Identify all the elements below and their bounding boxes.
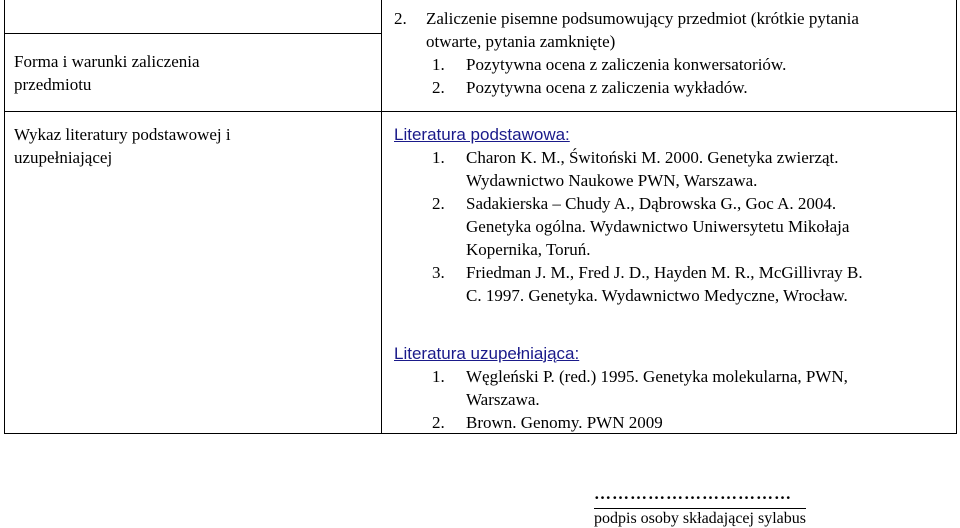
lit-podst-2-line2: Genetyka ogólna. Wydawnictwo Uniwersytetu Mikołaja: [466, 217, 850, 236]
heading-literatura-uzupelniajaca: Literatura uzupełniająca:: [394, 344, 580, 363]
table-border-right: [956, 0, 957, 434]
lit-uzup-1-line1: Węgleński P. (red.) 1995. Genetyka molekularna, PWN,: [466, 367, 848, 386]
label-wykaz-literatury: Wykaz literatury podstawowej i uzupełniającej: [14, 125, 231, 167]
lit-number: 1.: [432, 367, 445, 386]
table-border-left: [4, 0, 5, 434]
lit-podst-2-line1: Sadakierska – Chudy A., Dąbrowska G., Goc A. 2004.: [466, 194, 837, 213]
lit-number: 2.: [432, 194, 445, 213]
zaliczenie-text-line2: otwarte, pytania zamknięte): [426, 32, 616, 51]
lit-uzup-1-line2: Warszawa.: [466, 390, 540, 409]
item-number: 2.: [394, 9, 407, 28]
lit-podst-2-line3: Kopernika, Toruń.: [466, 240, 591, 259]
signature-dots: ……………………………: [594, 484, 792, 503]
lit-number: 1.: [432, 148, 445, 167]
signature-label: podpis osoby składającej sylabus: [594, 510, 806, 527]
table-column-divider: [381, 0, 382, 434]
lit-podst-1-line2: Wydawnictwo Naukowe PWN, Warszawa.: [466, 171, 758, 190]
sub-item-wyklady: Pozytywna ocena z zaliczenia wykładów.: [466, 78, 748, 97]
lit-podst-3-line1: Friedman J. M., Fred J. D., Hayden M. R., McGillivray B.: [466, 263, 863, 282]
lit-podst-3-line2: C. 1997. Genetyka. Wydawnictwo Medyczne, Wrocław.: [466, 286, 848, 305]
row-divider-top-left: [4, 33, 381, 34]
sub-item-number: 1.: [432, 55, 445, 74]
lit-uzup-2-line1: Brown. Genomy. PWN 2009: [466, 413, 663, 432]
sub-item-konwersatoria: Pozytywna ocena z zaliczenia konwersatoriów.: [466, 55, 787, 74]
lit-number: 2.: [432, 413, 445, 432]
label-forma-zaliczenia: Forma i warunki zaliczenia przedmiotu: [14, 52, 200, 94]
lit-number: 3.: [432, 263, 445, 282]
row-divider: [4, 111, 957, 112]
sub-item-number: 2.: [432, 78, 445, 97]
heading-literatura-podstawowa: Literatura podstawowa:: [394, 125, 570, 144]
zaliczenie-text-line1: Zaliczenie pisemne podsumowujący przedmiot (krótkie pytania: [426, 9, 859, 28]
lit-podst-1-line1: Charon K. M., Świtoński M. 2000. Genetyka zwierząt.: [466, 148, 839, 167]
